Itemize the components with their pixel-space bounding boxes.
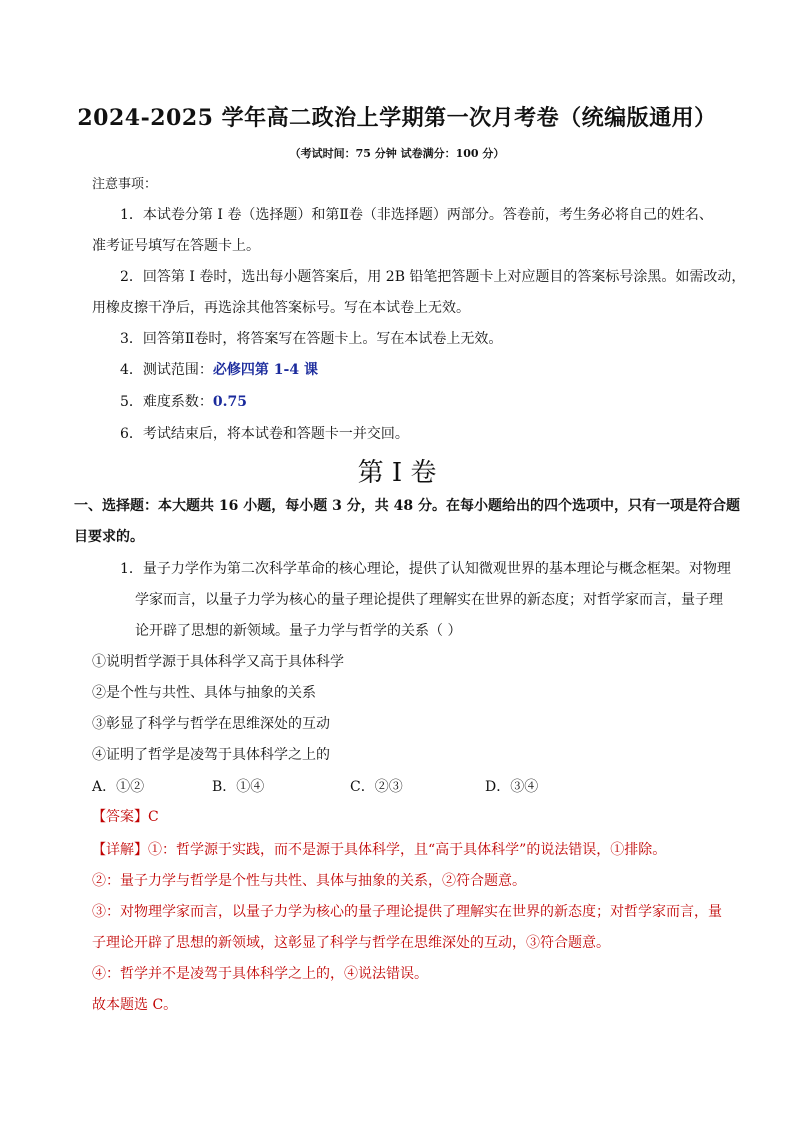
notice-item-2-line-2: 用橡皮擦干净后，再选涂其他答案标号。写在本试卷上无效。: [92, 300, 470, 316]
notice-item-2-line-1: 2．回答第 I 卷时，选出每小题答案后，用 2B 铅笔把答题卡上对应题目的答案标号涂黑。如需改动，: [120, 269, 746, 285]
statement-1: ①说明哲学源于具体科学又高于具体科学: [92, 654, 344, 670]
notice-item-3: 3．回答第Ⅱ卷时，将答案写在答题卡上。写在本试卷上无效。: [120, 331, 503, 347]
detail-line-4: 子理论开辟了思想的新领域，这彰显了科学与哲学在思维深处的互动，③符合题意。: [92, 935, 610, 951]
answer-label: 【答案】C: [92, 809, 159, 825]
notice-item-1-line-1: 1．本试卷分第 I 卷（选择题）和第Ⅱ卷（非选择题）两部分。答卷前，考生务必将自己的姓名、: [120, 207, 713, 223]
detail-line-2: ②：量子力学与哲学是个性与共性、具体与抽象的关系，②符合题意。: [92, 873, 526, 889]
question-stem-line-3: 论开辟了思想的新领域。量子力学与哲学的关系（ ）: [135, 623, 462, 639]
page-title: 2024-2025 学年高二政治上学期第一次月考卷（统编版通用）: [77, 105, 717, 131]
option-c: C．②③: [350, 779, 403, 795]
question-stem-line-1: 1．量子力学作为第二次科学革命的核心理论，提供了认知微观世界的基本理论与概念框架。对物理: [120, 561, 731, 577]
answer-conclusion: 故本题选 C。: [92, 997, 178, 1013]
section-instruction-line-1: 一、选择题：本大题共 16 小题，每小题 3 分，共 48 分。在每小题给出的四个选项中，只有一项是符合题: [74, 498, 740, 514]
notice-item-4-label: 4．测试范围：: [120, 362, 213, 378]
test-scope-value: 必修四第 1-4 课: [212, 362, 318, 378]
notice-item-4: [120, 361, 318, 379]
notice-item-1-line-2: 准考证号填写在答题卡上。: [92, 238, 260, 254]
statement-2: ②是个性与共性、具体与抽象的关系: [92, 685, 316, 701]
notice-item-5-label: 5．难度系数：: [120, 394, 213, 410]
statement-4: ④证明了哲学是凌驾于具体科学之上的: [92, 747, 330, 763]
option-d: D．③④: [485, 779, 539, 795]
exam-info: （考试时间：75 分钟 试卷满分：100 分）: [289, 147, 505, 160]
section-title: 第 I 卷: [357, 458, 437, 488]
option-a: A．①②: [92, 779, 145, 795]
detail-line-3: ③：对物理学家而言，以量子力学为核心的量子理论提供了理解实在世界的新态度；对哲学家而言，量: [92, 904, 722, 920]
difficulty-value: 0.75: [212, 394, 248, 410]
question-stem-line-2: 学家而言，以量子力学为核心的量子理论提供了理解实在世界的新态度；对哲学家而言，量子理: [135, 592, 723, 608]
notice-heading: 注意事项：: [92, 177, 158, 192]
notice-item-5: [120, 393, 247, 411]
detail-line-1: 【详解】①：哲学源于实践，而不是源于具体科学，且“高于具体科学”的说法错误，①排除。: [92, 842, 667, 858]
notice-item-6: 6．考试结束后，将本试卷和答题卡一并交回。: [120, 426, 409, 442]
section-instruction-line-2: 目要求的。: [74, 529, 144, 545]
detail-line-5: ④：哲学并不是凌驾于具体科学之上的，④说法错误。: [92, 966, 428, 982]
statement-3: ③彰显了科学与哲学在思维深处的互动: [92, 716, 330, 732]
option-b: B．①④: [212, 779, 265, 795]
